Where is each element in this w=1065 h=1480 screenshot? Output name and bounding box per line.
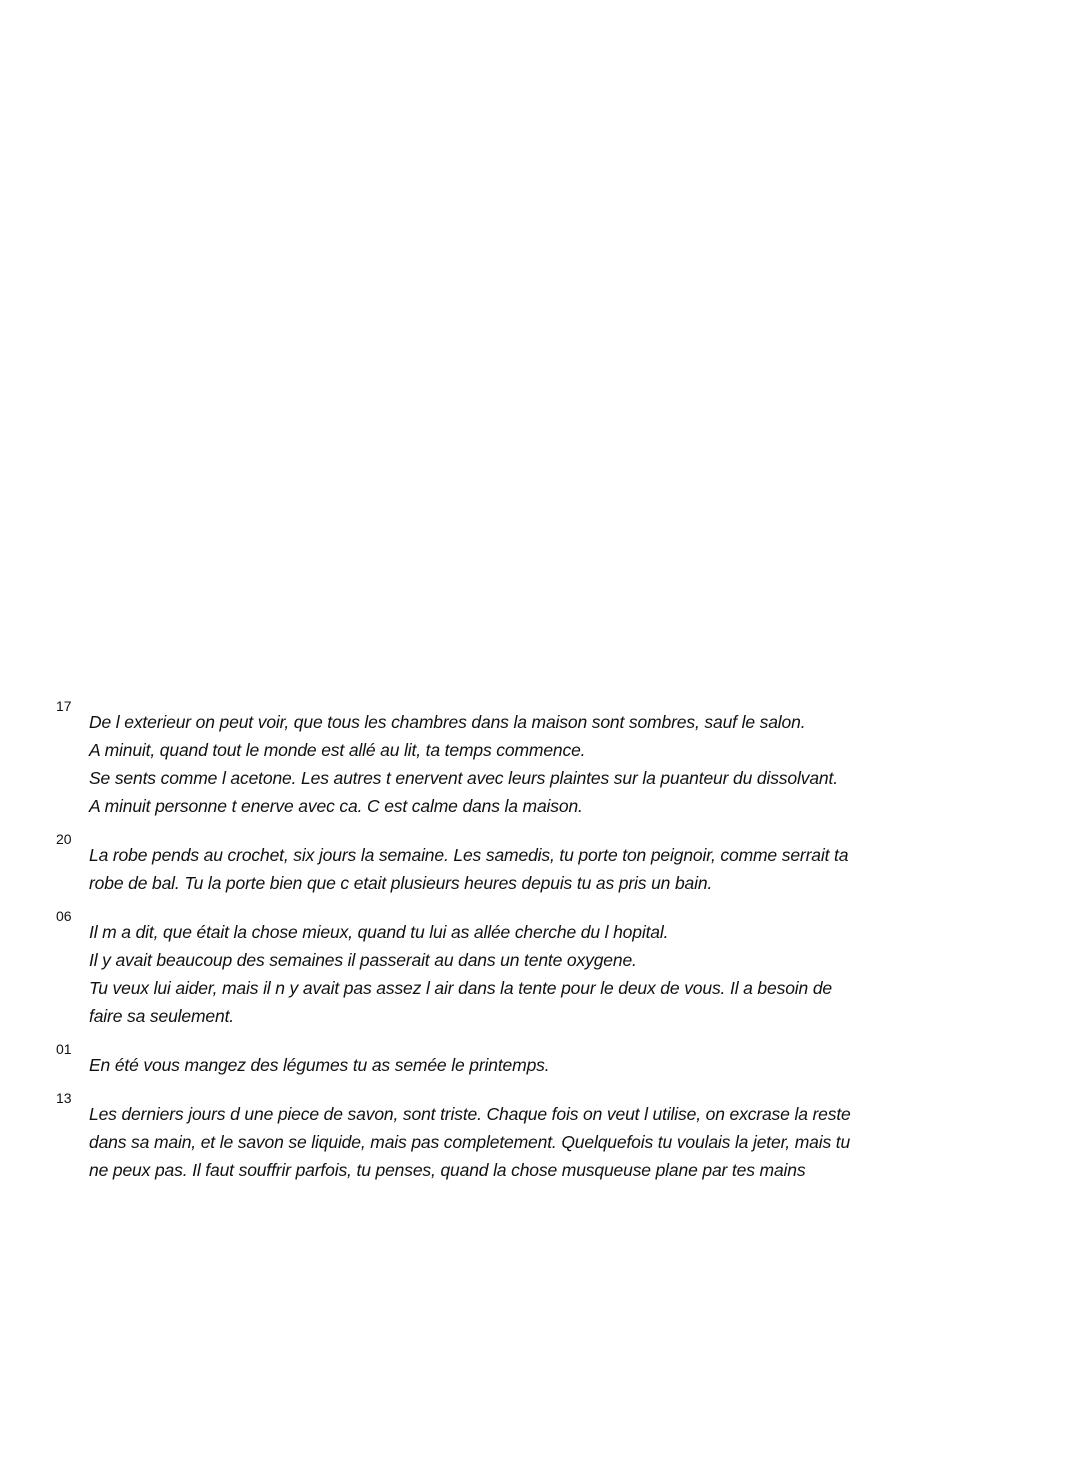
entry-20 — [56, 831, 956, 897]
entry-line: dans sa main, et le savon se liquide, mais pas completement. Quelquefois tu voulais la jeter, mais tu — [89, 1132, 851, 1152]
entry-number: 06 — [56, 908, 72, 924]
entry-number: 17 — [56, 698, 72, 714]
entry-number: 20 — [56, 831, 72, 847]
entry-number: 01 — [56, 1041, 72, 1057]
entry-13 — [56, 1090, 956, 1184]
entry-line: A minuit personne t enerve avec ca. C est calme dans la maison. — [89, 796, 583, 816]
entry-line: Tu veux lui aider, mais il n y avait pas assez l air dans la tente pour le deux de vous. Il a besoin de — [89, 978, 832, 998]
entry-line: ne peux pas. Il faut souffrir parfois, tu penses, quand la chose musqueuse plane par tes mains — [89, 1160, 806, 1180]
entry-line: Les derniers jours d une piece de savon, sont triste. Chaque fois on veut l utilise, on excrase la reste — [89, 1104, 851, 1124]
entry-line: faire sa seulement. — [89, 1006, 235, 1026]
entry-line: Il y avait beaucoup des semaines il passerait au dans un tente oxygene. — [89, 950, 637, 970]
entry-line: A minuit, quand tout le monde est allé au lit, ta temps commence. — [89, 740, 586, 760]
entry-line: Se sents comme l acetone. Les autres t enervent avec leurs plaintes sur la puanteur du dissolvant. — [89, 768, 838, 788]
poem-entries — [56, 698, 956, 1184]
entry-line: Il m a dit, que était la chose mieux, quand tu lui as allée cherche du l hopital. — [89, 922, 669, 942]
entry-line: robe de bal. Tu la porte bien que c etait plusieurs heures depuis tu as pris un bain. — [89, 873, 713, 893]
entry-line: La robe pends au crochet, six jours la semaine. Les samedis, tu porte ton peignoir, comme serrait ta — [89, 845, 849, 865]
entry-17 — [56, 698, 956, 820]
entry-line: En été vous mangez des légumes tu as semée le printemps. — [89, 1055, 550, 1075]
entry-06 — [56, 908, 956, 1030]
entry-01 — [56, 1041, 956, 1079]
entry-line: De l exterieur on peut voir, que tous les chambres dans la maison sont sombres, sauf le salon. — [89, 712, 806, 732]
entry-number: 13 — [56, 1090, 72, 1106]
